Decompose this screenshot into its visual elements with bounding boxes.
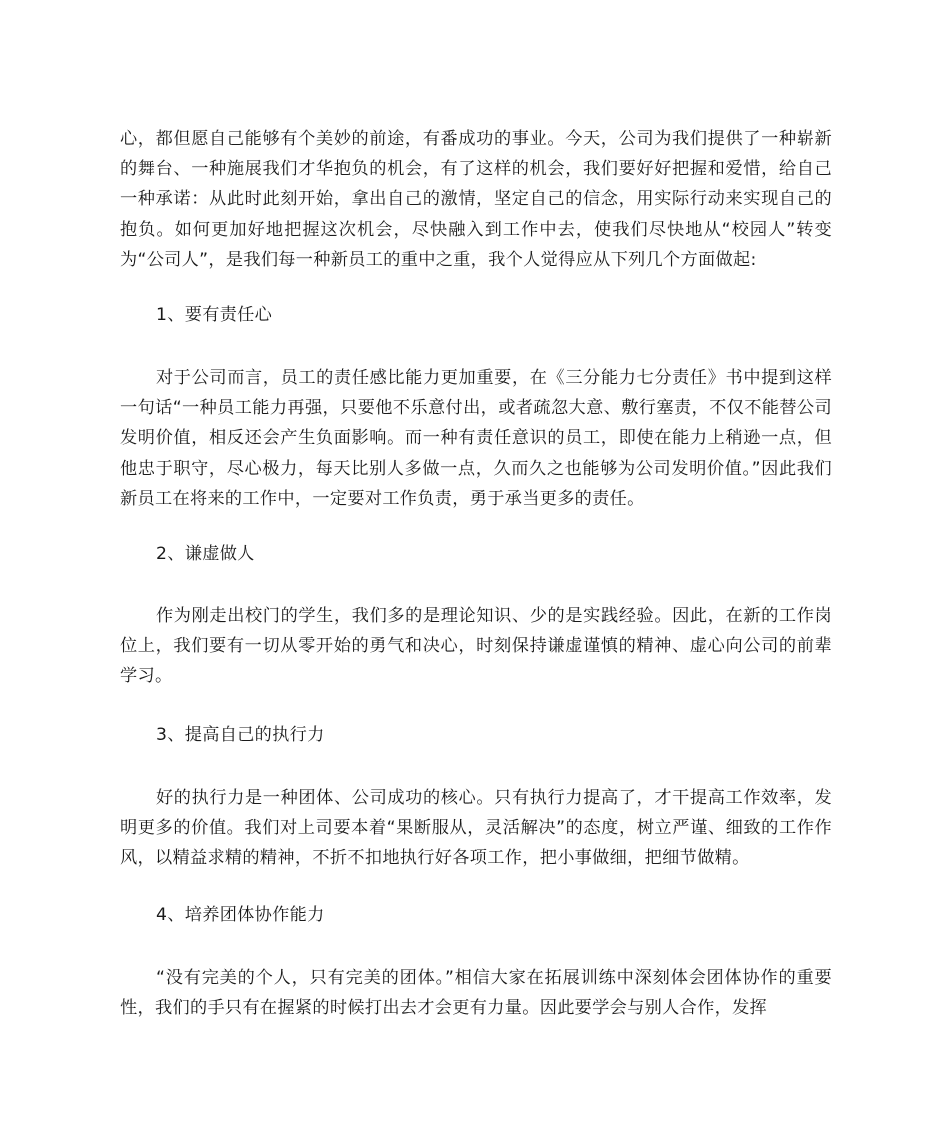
section-paragraph-2: 作为刚走出校门的学生，我们多的是理论知识、少的是实践经验。因此，在新的工作岗 位上，我们要有一切从零开始的勇气和决心，时刻保持谦虚谨慎的精神、虚心向公司的前辈学习。 [120, 606, 832, 687]
section-paragraph-4: “没有完美的个人，只有完美的团体。”相信大家在拓展训练中深刻体会团体协作的重要性，我们的手只有在握紧的时候打出去才会更有力量。因此要学会与别人合作，发挥 [120, 968, 832, 1019]
section-heading-3: 3、提高自己的执行力 [156, 725, 325, 745]
section-paragraph-1: 对于公司而言，员工的责任感比能力更加重要，在《三分能力七分责任》书中提到这样一句话“一种员工能力再强，只要他不乐意付出，或者疏忽大意、敷行塞责，不仅不能替公司发明价值，相反还会产生负面影响。而一种有责任意识的员工，即使在能力上稍逊一点，但他忠于职守，尽心极力，每天比别人多做一点，久而久之也能够为公司发明价值。”因此我们新员工在将来的工作中，一定要对工作负责，勇于承当更多的责任。 [120, 368, 832, 509]
section-heading-4: 4、培养团体协作能力 [156, 905, 325, 925]
section-heading-1: 1、要有责任心 [156, 305, 273, 325]
section-paragraph-3: 好的执行力是一种团体、公司成功的核心。只有执行力提高了，才干提高工作效率，发明更多的价值。我们对上司要本着“果断服从，灵活解决”的态度，树立严谨、细致的工作作风，以精益求精的精神，不折不扣地执行好各项工作，把小事做细，把细节做精。 [120, 788, 832, 869]
intro-paragraph: 心，都但愿自己能够有个美妙的前途，有番成功的事业。今天，公司为我们提供了一种崭新的舞台、一种施展我们才华抱负的机会，有了这样的机会，我们要好好把握和爱惜，给自己一种承诺：从此时此刻开始，拿出自己的激情，坚定自己的信念，用实际行动来实现自己的抱负。如何更加好地把握这次机会，尽快融入到工作中去，使我们尽快地从“校园人”转变为“公司人”，是我们每一种新员工的重中之重，我个人觉得应从下列几个方面做起: [120, 129, 832, 270]
section-heading-2: 2、谦虚做人 [156, 544, 255, 564]
